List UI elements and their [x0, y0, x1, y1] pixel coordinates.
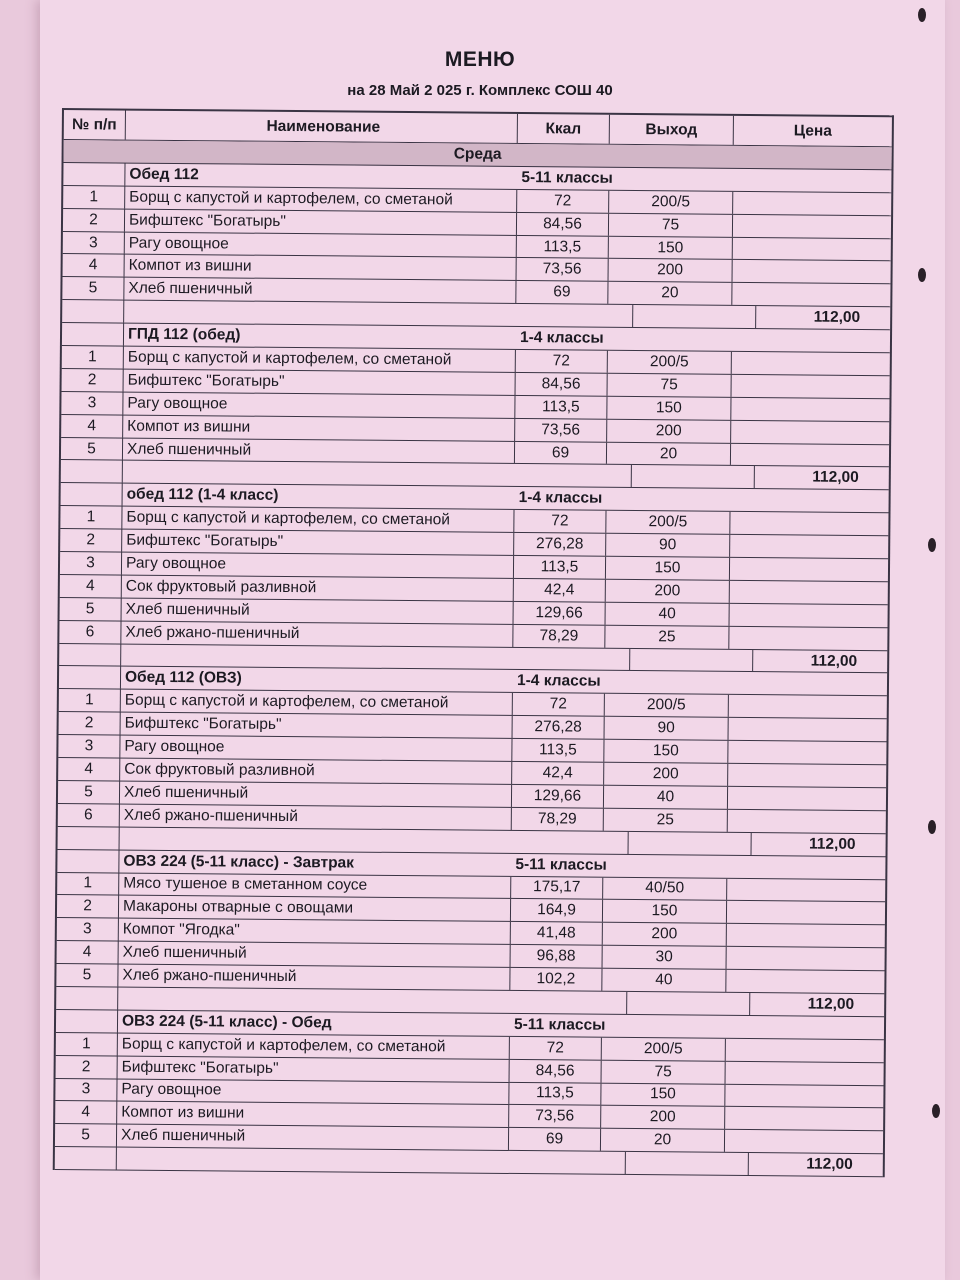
item-name: Хлеб ржано-пшеничный [121, 621, 513, 646]
item-output: 200 [607, 419, 731, 442]
total-blank-cell [117, 1148, 625, 1174]
item-output: 90 [606, 534, 730, 557]
group-total: 112,00 [812, 468, 859, 487]
item-name: Борщ с капустой и картофелем, со сметаной [121, 690, 513, 715]
group-total: 112,00 [813, 308, 861, 327]
item-name: Хлеб пшеничный [122, 598, 514, 623]
item-output: 20 [608, 282, 732, 305]
item-kcal: 69 [509, 1128, 601, 1151]
group-name: Обед 112 (ОВЗ) [124, 668, 242, 688]
group-name: ГПД 112 (обед) [127, 325, 241, 344]
total-blank-cell [629, 649, 753, 672]
item-number: 3 [63, 232, 125, 254]
item-name: Борщ с капустой и картофелем, со сметаной [118, 1033, 510, 1058]
staple-mark [932, 1104, 940, 1118]
item-price [731, 398, 889, 421]
item-price [726, 1039, 884, 1062]
item-kcal: 175,17 [511, 876, 603, 899]
item-price [733, 237, 891, 260]
page-subtitle: на 28 Май 2 025 г. Комплекс СОШ 40 [347, 82, 613, 99]
group-price-cell [726, 1016, 884, 1039]
item-number: 1 [57, 872, 119, 894]
staple-mark [918, 268, 926, 282]
item-number: 2 [59, 712, 121, 734]
item-output: 40 [606, 603, 730, 626]
item-kcal: 129,66 [512, 785, 604, 808]
item-name: Рагу овощное [117, 1079, 509, 1104]
total-blank-cell [626, 992, 750, 1015]
item-price [733, 260, 891, 283]
group-price-cell [733, 169, 891, 192]
group-number-cell [63, 163, 125, 185]
column-header-output: Выход [610, 115, 734, 145]
item-price [729, 627, 887, 650]
item-number: 4 [63, 254, 125, 276]
item-output: 150 [609, 236, 733, 259]
item-price [726, 1061, 884, 1084]
item-name: Бифштекс "Богатырь" [124, 369, 516, 394]
group-total: 112,00 [807, 995, 855, 1013]
item-kcal: 42,4 [514, 579, 606, 602]
item-number: 4 [55, 1101, 117, 1123]
item-kcal: 72 [517, 190, 609, 213]
item-number: 1 [63, 186, 125, 208]
item-number: 1 [60, 506, 122, 528]
item-output: 200 [603, 923, 727, 946]
item-name: Хлеб пшеничный [124, 278, 516, 303]
group-classes: 5-11 классы [521, 168, 613, 187]
item-price [729, 718, 887, 741]
item-price [728, 764, 886, 787]
total-blank-cell [62, 300, 124, 322]
item-name: Хлеб пшеничный [120, 781, 512, 806]
item-price [728, 810, 886, 833]
total-blank-cell [121, 644, 629, 670]
item-kcal: 129,66 [514, 602, 606, 625]
item-kcal: 72 [510, 1037, 602, 1060]
item-price [730, 535, 888, 558]
group-price-cell [732, 329, 890, 352]
item-price [730, 604, 888, 627]
item-price [730, 558, 888, 581]
item-output: 75 [602, 1060, 726, 1083]
item-number: 3 [55, 1078, 117, 1100]
item-output: 200/5 [606, 511, 730, 534]
item-output: 90 [605, 717, 729, 740]
item-number: 2 [60, 529, 122, 551]
group-number-cell [62, 323, 124, 345]
item-price [731, 443, 889, 466]
total-blank-cell [55, 1147, 117, 1169]
item-name: Бифштекс "Богатырь" [125, 209, 517, 234]
item-price [727, 947, 885, 970]
item-kcal: 84,56 [510, 1060, 602, 1083]
menu-table [53, 108, 894, 1177]
staple-mark [918, 8, 926, 22]
total-blank-cell [58, 827, 120, 849]
item-kcal: 113,5 [512, 739, 604, 762]
item-kcal: 164,9 [511, 899, 603, 922]
item-name: Компот "Ягодка" [119, 919, 511, 944]
item-price [727, 901, 885, 924]
item-number: 5 [61, 438, 123, 460]
item-number: 4 [57, 941, 119, 963]
item-kcal: 276,28 [513, 716, 605, 739]
item-name: Бифштекс "Богатырь" [122, 530, 514, 555]
item-kcal: 78,29 [513, 625, 605, 648]
item-output: 150 [603, 900, 727, 923]
column-header-kcal: Ккал [518, 114, 610, 144]
item-output: 150 [604, 740, 728, 763]
total-blank-cell [625, 1152, 749, 1175]
group-total: 112,00 [810, 652, 858, 670]
item-output: 200/5 [602, 1037, 726, 1060]
column-header-name: Наименование [126, 111, 518, 143]
total-blank-cell [120, 827, 628, 853]
column-header-price: Цена [793, 121, 832, 140]
item-name: Сок фруктовый разливной [120, 759, 512, 784]
item-number: 2 [57, 895, 119, 917]
item-name: Рагу овощное [122, 553, 514, 578]
item-output: 200 [609, 259, 733, 282]
group-name: ОВЗ 224 (5-11 класс) - Обед [121, 1012, 332, 1032]
item-kcal: 69 [516, 281, 608, 304]
total-blank-cell [628, 832, 752, 855]
item-kcal: 69 [515, 442, 607, 465]
page-title: МЕНЮ [444, 48, 516, 71]
staple-mark [928, 538, 936, 552]
item-name: Хлеб ржано-пшеничный [120, 804, 512, 829]
item-name: Компот из вишни [117, 1102, 509, 1127]
group-name: Обед 112 [129, 165, 199, 184]
item-number: 1 [56, 1033, 118, 1055]
column-header-number: № п/п [64, 110, 126, 140]
item-price [728, 741, 886, 764]
total-blank-cell [631, 465, 755, 488]
item-kcal: 78,29 [512, 808, 604, 831]
item-name: Борщ с капустой и картофелем, со сметаной [124, 347, 516, 372]
item-number: 4 [58, 758, 120, 780]
group-total: 112,00 [806, 1155, 853, 1174]
item-name: Борщ с капустой и картофелем, со сметаной [122, 507, 514, 532]
item-name: Борщ с капустой и картофелем, со сметаной [125, 186, 517, 211]
group-name: ОВЗ 224 (5-11 класс) - Завтрак [123, 852, 355, 872]
total-blank-cell [123, 461, 631, 487]
item-number: 5 [62, 277, 124, 299]
item-output: 200/5 [605, 694, 729, 717]
item-number: 1 [62, 346, 124, 368]
group-name: обед 112 (1-4 класс) [126, 485, 279, 505]
item-kcal: 73,56 [509, 1105, 601, 1128]
item-name: Компот из вишни [123, 415, 515, 440]
item-number: 2 [63, 209, 125, 231]
item-number: 5 [56, 964, 118, 986]
item-number: 4 [61, 415, 123, 437]
item-kcal: 42,4 [512, 762, 604, 785]
total-blank-cell [118, 987, 626, 1013]
group-classes: 5-11 классы [515, 855, 607, 874]
group-price-cell [731, 489, 889, 512]
item-name: Бифштекс "Богатырь" [118, 1056, 510, 1081]
item-name: Хлеб ржано-пшеничный [118, 965, 510, 990]
item-number: 5 [55, 1124, 117, 1146]
item-price [732, 352, 890, 375]
group-classes: 5-11 классы [513, 1015, 606, 1034]
item-output: 30 [603, 946, 727, 969]
item-kcal: 72 [516, 350, 608, 373]
item-name: Хлеб пшеничный [119, 942, 511, 967]
item-name: Рагу овощное [125, 232, 517, 257]
item-price [733, 215, 891, 238]
item-name: Рагу овощное [120, 736, 512, 761]
item-price [730, 512, 888, 535]
total-blank-cell [632, 305, 756, 328]
item-output: 200/5 [609, 191, 733, 214]
day-label: Среда [453, 145, 502, 163]
item-number: 4 [60, 575, 122, 597]
item-kcal: 113,5 [509, 1082, 601, 1105]
item-output: 200 [601, 1106, 725, 1129]
item-kcal: 73,56 [515, 419, 607, 442]
item-name: Макароны отварные с овощами [119, 896, 511, 921]
item-number: 1 [59, 689, 121, 711]
item-price [727, 924, 885, 947]
item-price [725, 1130, 883, 1153]
item-number: 2 [56, 1056, 118, 1078]
item-output: 25 [605, 625, 729, 648]
item-output: 40/50 [603, 877, 727, 900]
item-kcal: 41,48 [511, 922, 603, 945]
group-number-cell [57, 850, 119, 872]
item-number: 3 [57, 918, 119, 940]
total-blank-cell [59, 644, 121, 666]
item-kcal: 84,56 [517, 213, 609, 236]
group-classes: 1-4 классы [519, 329, 604, 347]
group-total: 112,00 [808, 835, 856, 853]
item-kcal: 113,5 [517, 236, 609, 259]
item-price [726, 970, 884, 993]
item-name: Хлеб пшеничный [117, 1125, 509, 1150]
item-output: 20 [601, 1129, 725, 1152]
item-price [729, 695, 887, 718]
item-number: 3 [61, 392, 123, 414]
item-price [732, 283, 890, 306]
staple-mark [928, 820, 936, 834]
item-name: Бифштекс "Богатырь" [121, 713, 513, 738]
item-price [725, 1084, 883, 1107]
item-output: 200 [604, 763, 728, 786]
item-number: 6 [59, 621, 121, 643]
item-output: 40 [602, 969, 726, 992]
item-name: Хлеб пшеничный [123, 438, 515, 463]
total-blank-cell [124, 301, 632, 327]
item-price [732, 375, 890, 398]
total-blank-cell [56, 987, 118, 1009]
item-number: 5 [58, 781, 120, 803]
item-output: 150 [607, 397, 731, 420]
item-output: 75 [608, 374, 732, 397]
item-output: 200/5 [608, 351, 732, 374]
group-classes: 1-4 классы [518, 489, 603, 508]
group-number-cell [61, 483, 123, 505]
item-number: 5 [60, 598, 122, 620]
item-number: 6 [58, 804, 120, 826]
item-output: 150 [601, 1083, 725, 1106]
item-number: 2 [62, 369, 124, 391]
item-name: Мясо тушеное в сметанном соусе [119, 873, 511, 898]
item-price [733, 192, 891, 215]
group-price-cell [727, 855, 885, 878]
item-kcal: 73,56 [517, 258, 609, 281]
item-name: Сок фруктовый разливной [122, 575, 514, 600]
item-price [728, 787, 886, 810]
item-price [727, 878, 885, 901]
item-kcal: 276,28 [514, 533, 606, 556]
item-price [731, 421, 889, 444]
item-kcal: 72 [514, 510, 606, 533]
group-price-cell [729, 672, 887, 695]
item-output: 25 [604, 809, 728, 832]
group-classes: 1-4 классы [516, 672, 601, 691]
item-kcal: 96,88 [511, 945, 603, 968]
item-output: 20 [607, 442, 731, 465]
item-name: Рагу овощное [123, 392, 515, 417]
item-output: 150 [606, 557, 730, 580]
item-output: 200 [606, 580, 730, 603]
item-number: 3 [58, 735, 120, 757]
item-kcal: 113,5 [515, 396, 607, 419]
item-number: 3 [60, 552, 122, 574]
item-kcal: 72 [513, 693, 605, 716]
group-number-cell [56, 1010, 118, 1032]
item-output: 40 [604, 786, 728, 809]
item-output: 75 [609, 213, 733, 236]
total-blank-cell [61, 460, 123, 482]
group-number-cell [59, 666, 121, 688]
item-kcal: 102,2 [510, 968, 602, 991]
item-kcal: 84,56 [516, 373, 608, 396]
item-price [730, 581, 888, 604]
item-name: Компот из вишни [125, 255, 517, 280]
item-price [725, 1107, 883, 1130]
item-kcal: 113,5 [514, 556, 606, 579]
